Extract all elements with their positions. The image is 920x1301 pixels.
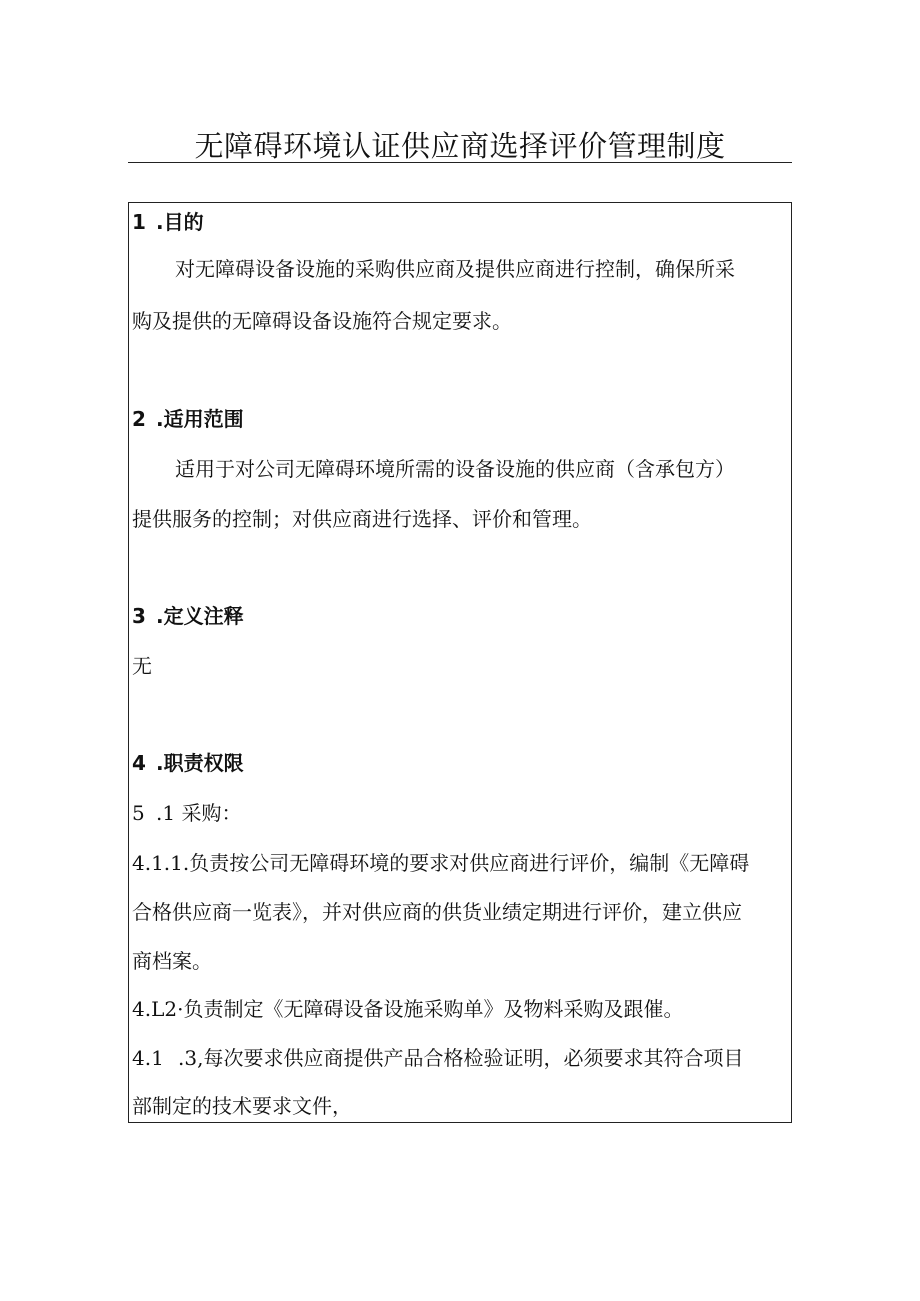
item-4-1-3-prefix: 4.1 — [132, 1046, 164, 1070]
item-4-1-1-line-1: 4.1.1.负责按公司无障碍环境的要求对供应商进行评价，编制《无障碍 — [132, 851, 750, 875]
section-2-number: 2 — [132, 407, 146, 431]
section-2-heading — [132, 406, 244, 432]
content-frame — [128, 202, 792, 1123]
section-1-heading — [132, 209, 204, 235]
item-4-1-3-line-1 — [132, 1045, 743, 1071]
item-4-1-1-line-3: 商档案。 — [132, 949, 212, 973]
section-1-body-line-2: 购及提供的无障碍设备设施符合规定要求。 — [132, 309, 512, 333]
section-1-body-line-1: 对无障碍设备设施的采购供应商及提供应商进行控制，确保所采 — [175, 257, 735, 281]
section-4-heading — [132, 750, 244, 776]
section-3-title: .定义注释 — [156, 604, 244, 628]
section-3-body-line-1: 无 — [132, 654, 152, 678]
item-4-1-1-line-2: 合格供应商一览表》，并对供应商的供货业绩定期进行评价，建立供应 — [132, 900, 742, 924]
section-4-number: 4 — [132, 751, 146, 775]
section-3-number: 3 — [132, 604, 146, 628]
subsection-label: .1 采购： — [156, 801, 242, 825]
section-1-title: .目的 — [156, 210, 204, 234]
item-4-1-3-line-2: 部制定的技术要求文件， — [132, 1094, 352, 1118]
document-title: 无障碍环境认证供应商选择评价管理制度 — [194, 129, 726, 163]
section-2-body-line-2: 提供服务的控制；对供应商进行选择、评价和管理。 — [132, 507, 592, 531]
item-4-1-2-line-1: 4.L2·负责制定《无障碍设备设施采购单》及物料采购及跟催。 — [132, 997, 684, 1021]
section-4-title: .职责权限 — [156, 751, 244, 775]
section-3-heading — [132, 603, 244, 629]
item-4-1-3-text: .3,每次要求供应商提供产品合格检验证明，必须要求其符合项目 — [178, 1046, 744, 1070]
section-1-number: 1 — [132, 210, 146, 234]
subsection-purchasing — [132, 800, 241, 826]
subsection-number: 5 — [132, 801, 145, 825]
section-2-body-line-1: 适用于对公司无障碍环境所需的设备设施的供应商（含承包方） — [175, 457, 735, 481]
section-2-title: .适用范围 — [156, 407, 244, 431]
title-underline — [128, 162, 792, 163]
